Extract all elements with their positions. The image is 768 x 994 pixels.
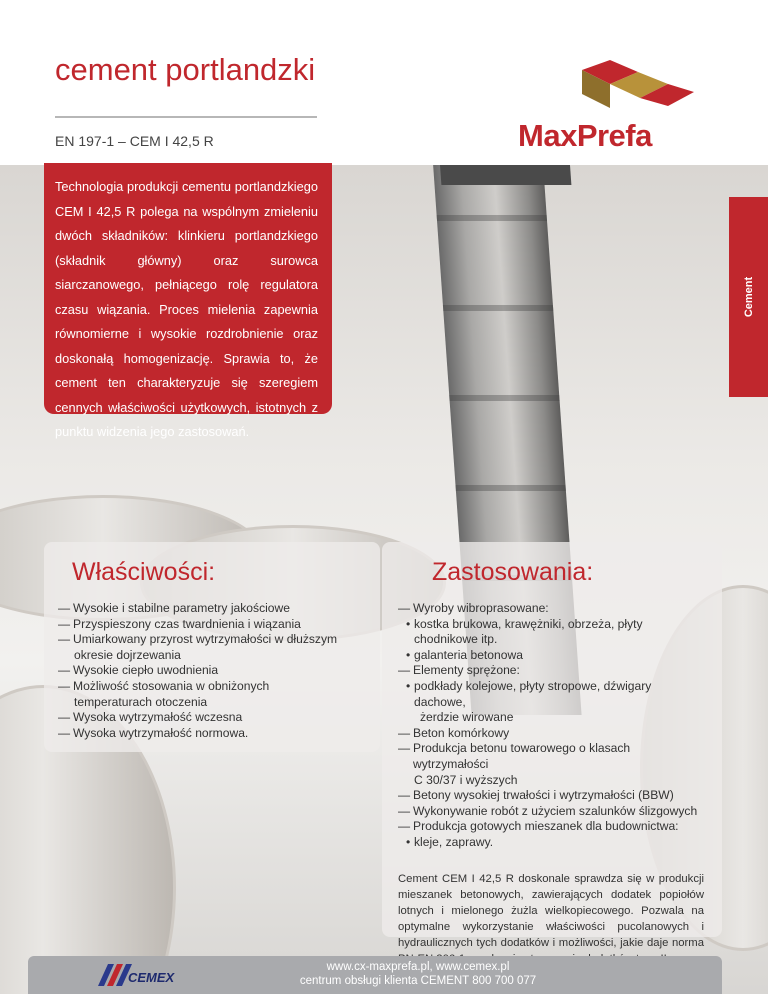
list-item: — Elementy sprężone: — [398, 663, 704, 679]
side-tab — [729, 197, 768, 397]
list-item: okresie dojrzewania — [74, 647, 181, 662]
list-item: żerdzie wirowane — [420, 710, 514, 725]
list-item: — Produkcja betonu towarowego o klasach wytrzymałości — [398, 741, 704, 772]
footer-contact — [268, 960, 568, 988]
list-item: — Umiarkowany przyrost wytrzymałości w dłuższym — [58, 632, 368, 648]
list-item: — Wysoka wytrzymałość normowa. — [58, 726, 368, 742]
list-item: — Betony wysokiej trwałości i wytrzymałości (BBW) — [398, 788, 704, 804]
intro-box — [44, 163, 332, 439]
footer-hotline: centrum obsługi klienta CEMENT 800 700 077 — [299, 975, 537, 987]
list-item: — Przyspieszony czas twardnienia i wiązania — [58, 617, 368, 633]
list-item: • podkłady kolejowe, płyty stropowe, dźwigary dachowe, — [398, 679, 704, 710]
applications-note: Cement CEM I 42,5 R doskonale sprawdza się w produkcji mieszanek betonowych, zawierających dodatek popiołów lotnych i mielonego żużla wielkopiecowego. Pozwala na optymalne wykorzystanie właściwości pucolanowych i hydraulicznych tych dodatków i możliwości, jakie daje norma — [398, 872, 704, 949]
list-item: • galanteria betonowa — [398, 648, 704, 664]
list-item: • kostka brukowa, krawężniki, obrzeża, płyty chodnikowe itp. — [398, 617, 704, 648]
cemex-logo-text: CEMEX — [128, 970, 175, 985]
title-divider — [55, 116, 317, 118]
footer — [28, 956, 722, 994]
list-item: — Wysokie i stabilne parametry jakościowe — [58, 601, 368, 617]
cemex-logo-mark — [98, 964, 178, 986]
list-item: — Produkcja gotowych mieszanek dla budownictwa: — [398, 819, 704, 835]
maxprefa-logo-text: MaxPrefa — [518, 118, 652, 153]
footer-websites[interactable]: www.cx-maxprefa.pl, www.cemex.pl — [326, 961, 510, 973]
maxprefa-logo-mark — [518, 58, 714, 118]
maxprefa-logo — [518, 58, 714, 154]
properties-heading: Właściwości: — [72, 558, 216, 586]
page-subtitle: EN 197-1 – CEM I 42,5 R — [55, 133, 214, 149]
page-title: cement portlandzki — [55, 52, 316, 87]
list-item: — Wysoka wytrzymałość wczesna — [58, 710, 368, 726]
properties-list — [58, 601, 368, 741]
applications-card — [382, 542, 722, 949]
side-tab-label: Cement — [742, 276, 755, 318]
intro-text: Technologia produkcji cementu portlandzkiego CEM I 42,5 R polega na wspólnym zmieleniu dwóch składników: klinkieru portlandzkiego (składnik główny) oraz surowca siarczanowego, pełniącego rolę regulatora czasu wiązania. Proces mielenia zapewnia równomierne i wysokie rozdrobnienie oraz doskonałą homogenizację. Sprawia to, że cement ten charakteryzuje się szeregiem cennych właściwości użytkowych, istotnych z punktu widzenia jego zastosowań. — [55, 179, 318, 439]
properties-card — [44, 542, 380, 752]
list-item: — Możliwość stosowania w obniżonych — [58, 679, 368, 695]
list-item: temperaturach otoczenia — [74, 694, 208, 709]
list-item: — Wyroby wibroprasowane: — [398, 601, 704, 617]
cemex-logo — [98, 964, 178, 986]
list-item: • kleje, zaprawy. — [398, 835, 704, 851]
list-item: — Wysokie ciepło uwodnienia — [58, 663, 368, 679]
chimney-top — [439, 165, 572, 185]
applications-list — [398, 601, 704, 851]
applications-heading: Zastosowania: — [432, 558, 594, 586]
list-item: C 30/37 i wyższych — [414, 772, 518, 787]
list-item: — Wykonywanie robót z użyciem szalunków ślizgowych — [398, 804, 704, 820]
list-item: — Beton komórkowy — [398, 726, 704, 742]
